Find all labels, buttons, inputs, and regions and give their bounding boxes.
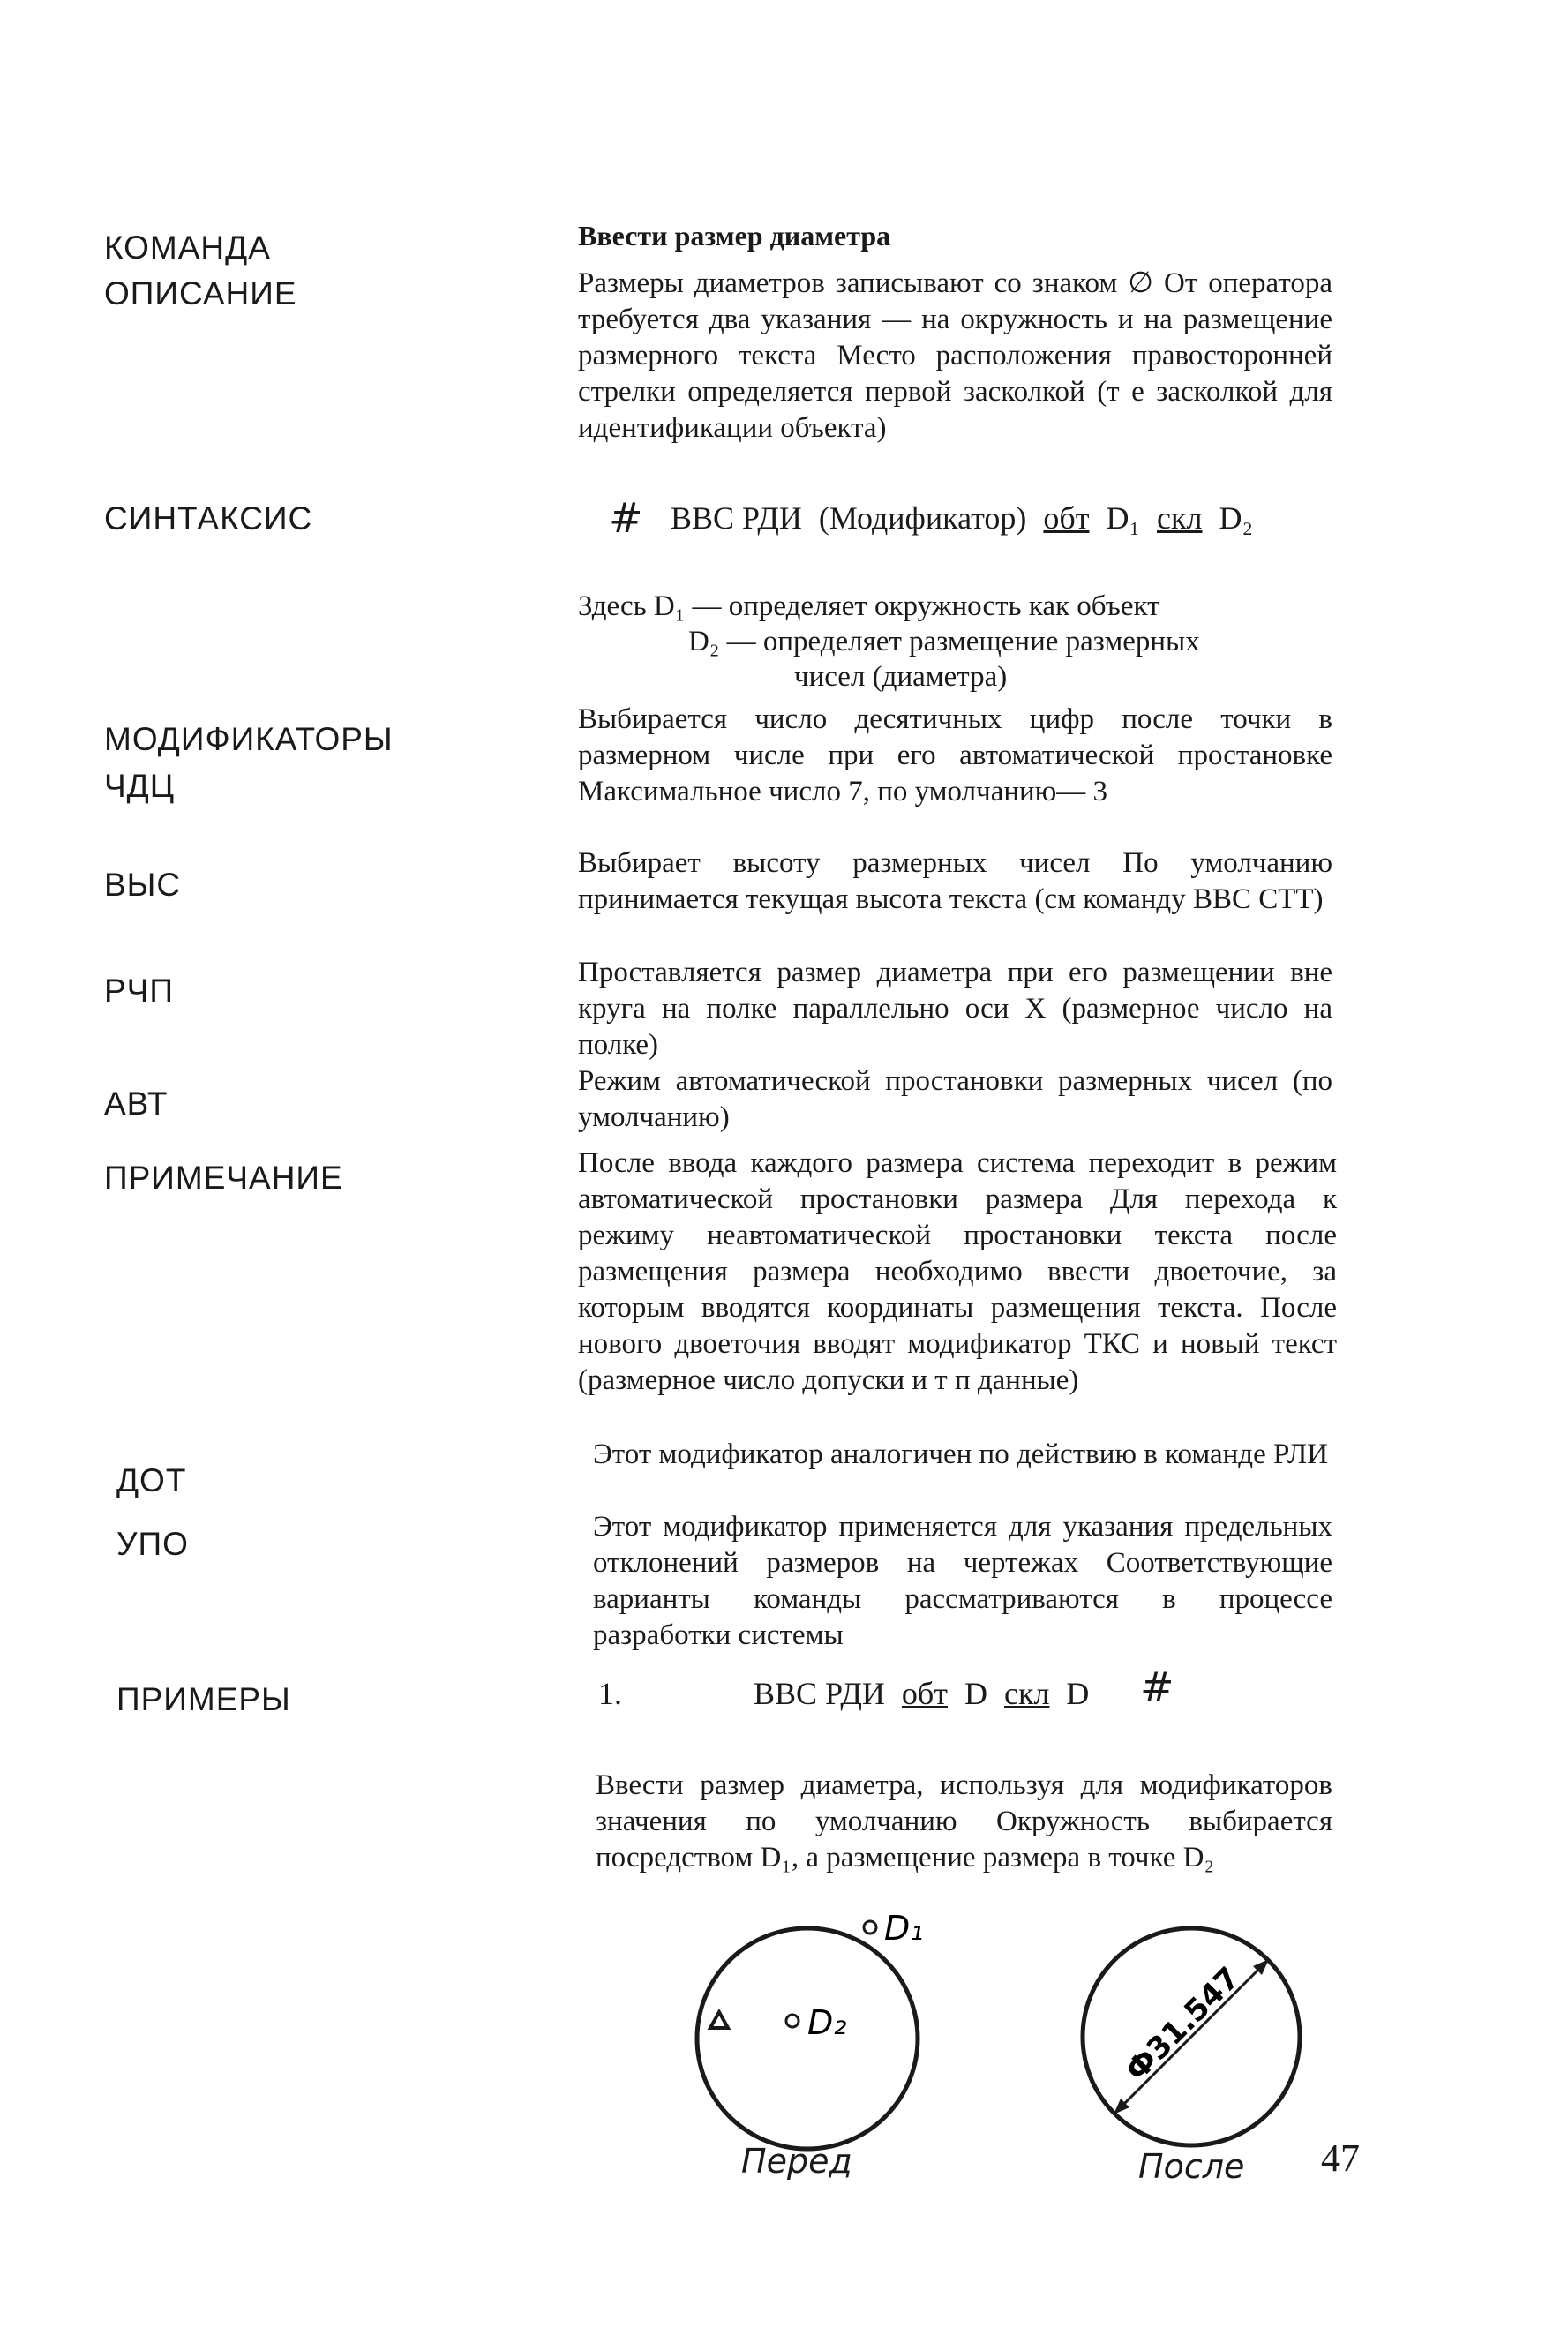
example-text: Ввести размер диаметра, используя для модификаторов значения по умолчанию Окружность выбирается посредством D₁, а размещение размера в точке D₂ [596,1769,1332,1874]
modifier-vys-text: Выбирает высоту размерных чисел По умолчанию принимается текущая высота текста (см команду ВВС СТТ) [578,847,1332,915]
page-number: 47 [1321,2137,1360,2180]
arrow-marker-icon [710,2012,728,2028]
before-d1-label: D₁ [884,1909,924,1948]
before-d2-label: D₂ [807,2003,847,2042]
syntax-command: ВВС РДИ [671,500,802,536]
after-caption: После [1138,2147,1245,2186]
label-modifiers: МОДИФИКАТОРЫ [104,721,394,757]
figure-after [1068,1906,1324,2162]
example-command: ВВС РДИ [754,1676,885,1711]
label-chdc: ЧДЦ [104,768,176,804]
example-line [598,1675,1098,1712]
label-examples: ПРИМЕРЫ [116,1681,291,1717]
hash-icon: # [609,494,643,542]
syntax-d2: D₂ [1219,500,1254,536]
command-title: Ввести размер диаметра [578,220,891,252]
dimension-text: Ф31.547 [1119,1960,1247,2089]
where-line-3: чисел (диаметра) [794,661,1008,693]
note-text: После ввода каждого размера система переходит в режим автоматической простановки размера Для перехода к режиму неавтоматической простановки текста после размещения размера необходимо ввести двоеточие, за которым вводятся координаты размещения текста. После нового двоеточия вводят модификатор ТКС и новый текст (размерное число допуски и т п данные) [578,1147,1337,1396]
label-dot: ДОТ [116,1462,187,1498]
label-note: ПРИМЕЧАНИЕ [104,1160,343,1196]
where-line-2: D₂ — определяет размещение размерных [688,626,1200,657]
syntax-modifier: (Модификатор) [818,500,1027,536]
description-text: Размеры диаметров записывают со знаком ∅ От оператора требуется два указания — на окружность и на размещение размерного текста Место расположения правосторонней стрелки определяется первой засколкой (т е засколкой для идентификации объекта) [578,267,1332,444]
syntax-obt: обт [1043,500,1090,536]
modifier-avt-text: Режим автоматической простановки размерных чисел (по умолчанию) [578,1065,1332,1133]
point-d1-marker [864,1921,876,1934]
figure-before [671,1906,971,2171]
syntax-skl: скл [1157,500,1203,536]
syntax-line [671,499,1429,537]
before-caption: Перед [741,2142,852,2181]
point-d2-marker [786,2015,799,2027]
syntax-d1: D₁ [1106,500,1141,536]
example-d-2: D [1066,1676,1090,1711]
example-d: D [964,1676,987,1711]
modifier-rchp-text: Проставляется размер диаметра при его размещении вне круга на полке параллельно оси X (размерное число на полке) [578,957,1332,1061]
label-syntax: СИНТАКСИС [104,500,313,537]
label-vys: ВЫС [104,867,182,903]
label-rchp: РЧП [104,973,174,1009]
where-block [578,589,1346,695]
label-command: КОМАНДА [104,229,271,266]
where-line-1: Здесь D₁ — определяет окружность как объект [578,590,1160,622]
note-upo-text: Этот модификатор применяется для указания предельных отклонений размеров на чертежах Соответствующие варианты команды рассматриваются в процессе разработки системы [593,1511,1332,1651]
note-dot-text: Этот модификатор аналогичен по действию в команде РЛИ [593,1438,1329,1470]
label-avt: АВТ [104,1085,169,1122]
label-upo: УПО [116,1526,189,1562]
modifier-chdc-text: Выбирается число десятичных цифр после точки в размерном числе при его автоматической простановке Максимальное число 7, по умолчанию— 3 [578,703,1332,807]
example-obt: обт [901,1676,948,1711]
example-hash-icon: # [1140,1663,1174,1711]
example-number: 1. [598,1676,622,1711]
label-description: ОПИСАНИЕ [104,275,297,312]
example-skl: скл [1003,1676,1050,1711]
